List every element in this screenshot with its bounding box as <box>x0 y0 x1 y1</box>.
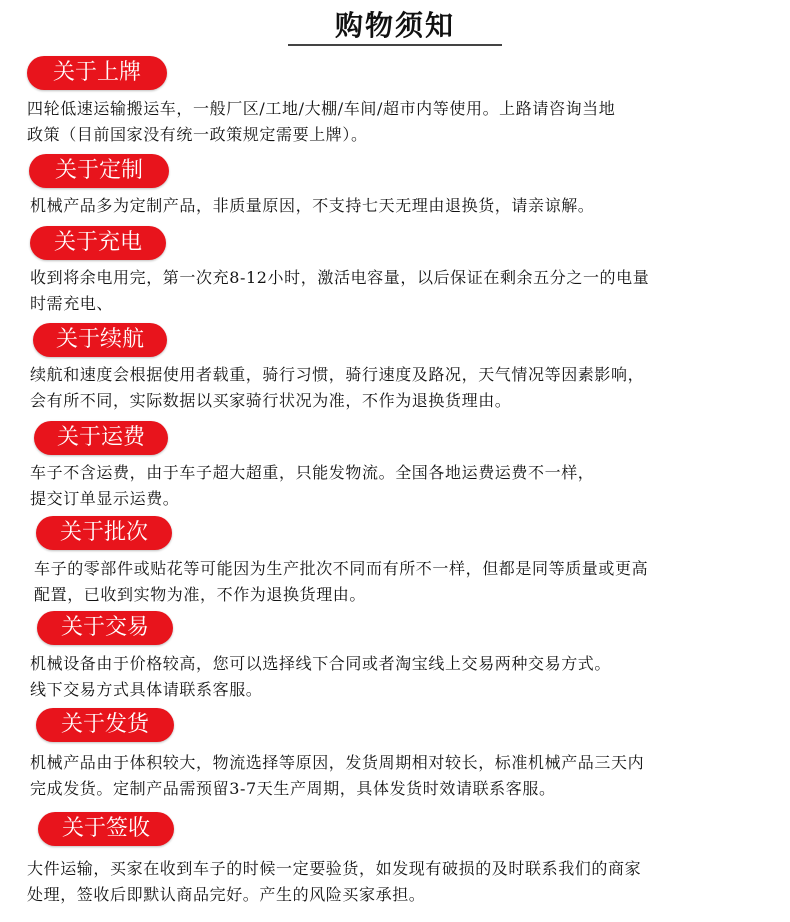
text-line: 会有所不同，实际数据以买家骑行状况为准，不作为退换货理由。 <box>30 391 512 410</box>
text-line: 提交订单显示运费。 <box>30 489 180 508</box>
text-line: 机械设备由于价格较高，您可以选择线下合同或者淘宝线上交易两种交易方式。 <box>30 654 612 673</box>
section-text-charging <box>30 265 649 317</box>
text-line: 机械产品由于体积较大，物流选择等原因，发货周期相对较长，标准机械产品三天内 <box>30 753 645 772</box>
text-line: 收到将余电用完，第一次充8-12小时，激活电容量，以后保证在剩余五分之一的电量 <box>30 268 650 287</box>
section-heading-transaction: 关于交易 <box>37 611 173 645</box>
section-heading-shipping-fee: 关于运费 <box>34 421 168 455</box>
text-line: 配置，已收到实物为准，不作为退换货理由。 <box>34 585 367 604</box>
section-text-delivery <box>30 750 644 802</box>
text-line: 车子的零部件或贴花等可能因为生产批次不同而有所不一样，但都是同等质量或更高 <box>34 559 649 578</box>
section-text-shipping-fee <box>30 460 594 512</box>
text-line: 完成发货。定制产品需预留3-7天生产周期，具体发货时效请联系客服。 <box>30 779 556 798</box>
section-heading-plate: 关于上牌 <box>27 56 167 90</box>
text-line: 大件运输，买家在收到车子的时候一定要验货，如发现有破损的及时联系我们的商家 <box>27 859 642 878</box>
text-line: 政策（目前国家没有统一政策规定需要上牌）。 <box>27 125 368 144</box>
text-line: 续航和速度会根据使用者载重，骑行习惯，骑行速度及路况，天气情况等因素影响， <box>30 365 645 384</box>
section-text-range <box>30 362 644 414</box>
section-heading-delivery: 关于发货 <box>36 708 174 742</box>
section-text-custom <box>30 193 594 219</box>
page-title: 购物须知 <box>334 9 455 42</box>
text-line: 时需充电、 <box>30 294 114 313</box>
section-heading-signing: 关于签收 <box>38 812 174 846</box>
section-heading-batch: 关于批次 <box>36 516 172 550</box>
section-text-plate <box>27 96 615 148</box>
section-text-signing <box>27 856 641 908</box>
text-line: 机械产品多为定制产品，非质量原因，不支持七天无理由退换货，请亲谅解。 <box>30 196 595 215</box>
title-underline <box>288 44 502 46</box>
section-text-batch <box>34 556 648 608</box>
text-line: 线下交易方式具体请联系客服。 <box>30 680 263 699</box>
text-line: 四轮低速运输搬运车，一般厂区/工地/大棚/车间/超市内等使用。上路请咨询当地 <box>27 99 616 118</box>
section-heading-range: 关于续航 <box>33 323 167 357</box>
text-line: 处理，签收后即默认商品完好。产生的风险买家承担。 <box>27 885 426 904</box>
section-text-transaction <box>30 651 611 703</box>
section-heading-custom: 关于定制 <box>29 154 169 188</box>
text-line: 车子不含运费，由于车子超大超重，只能发物流。全国各地运费运费不一样， <box>30 463 595 482</box>
section-heading-charging: 关于充电 <box>30 226 166 260</box>
